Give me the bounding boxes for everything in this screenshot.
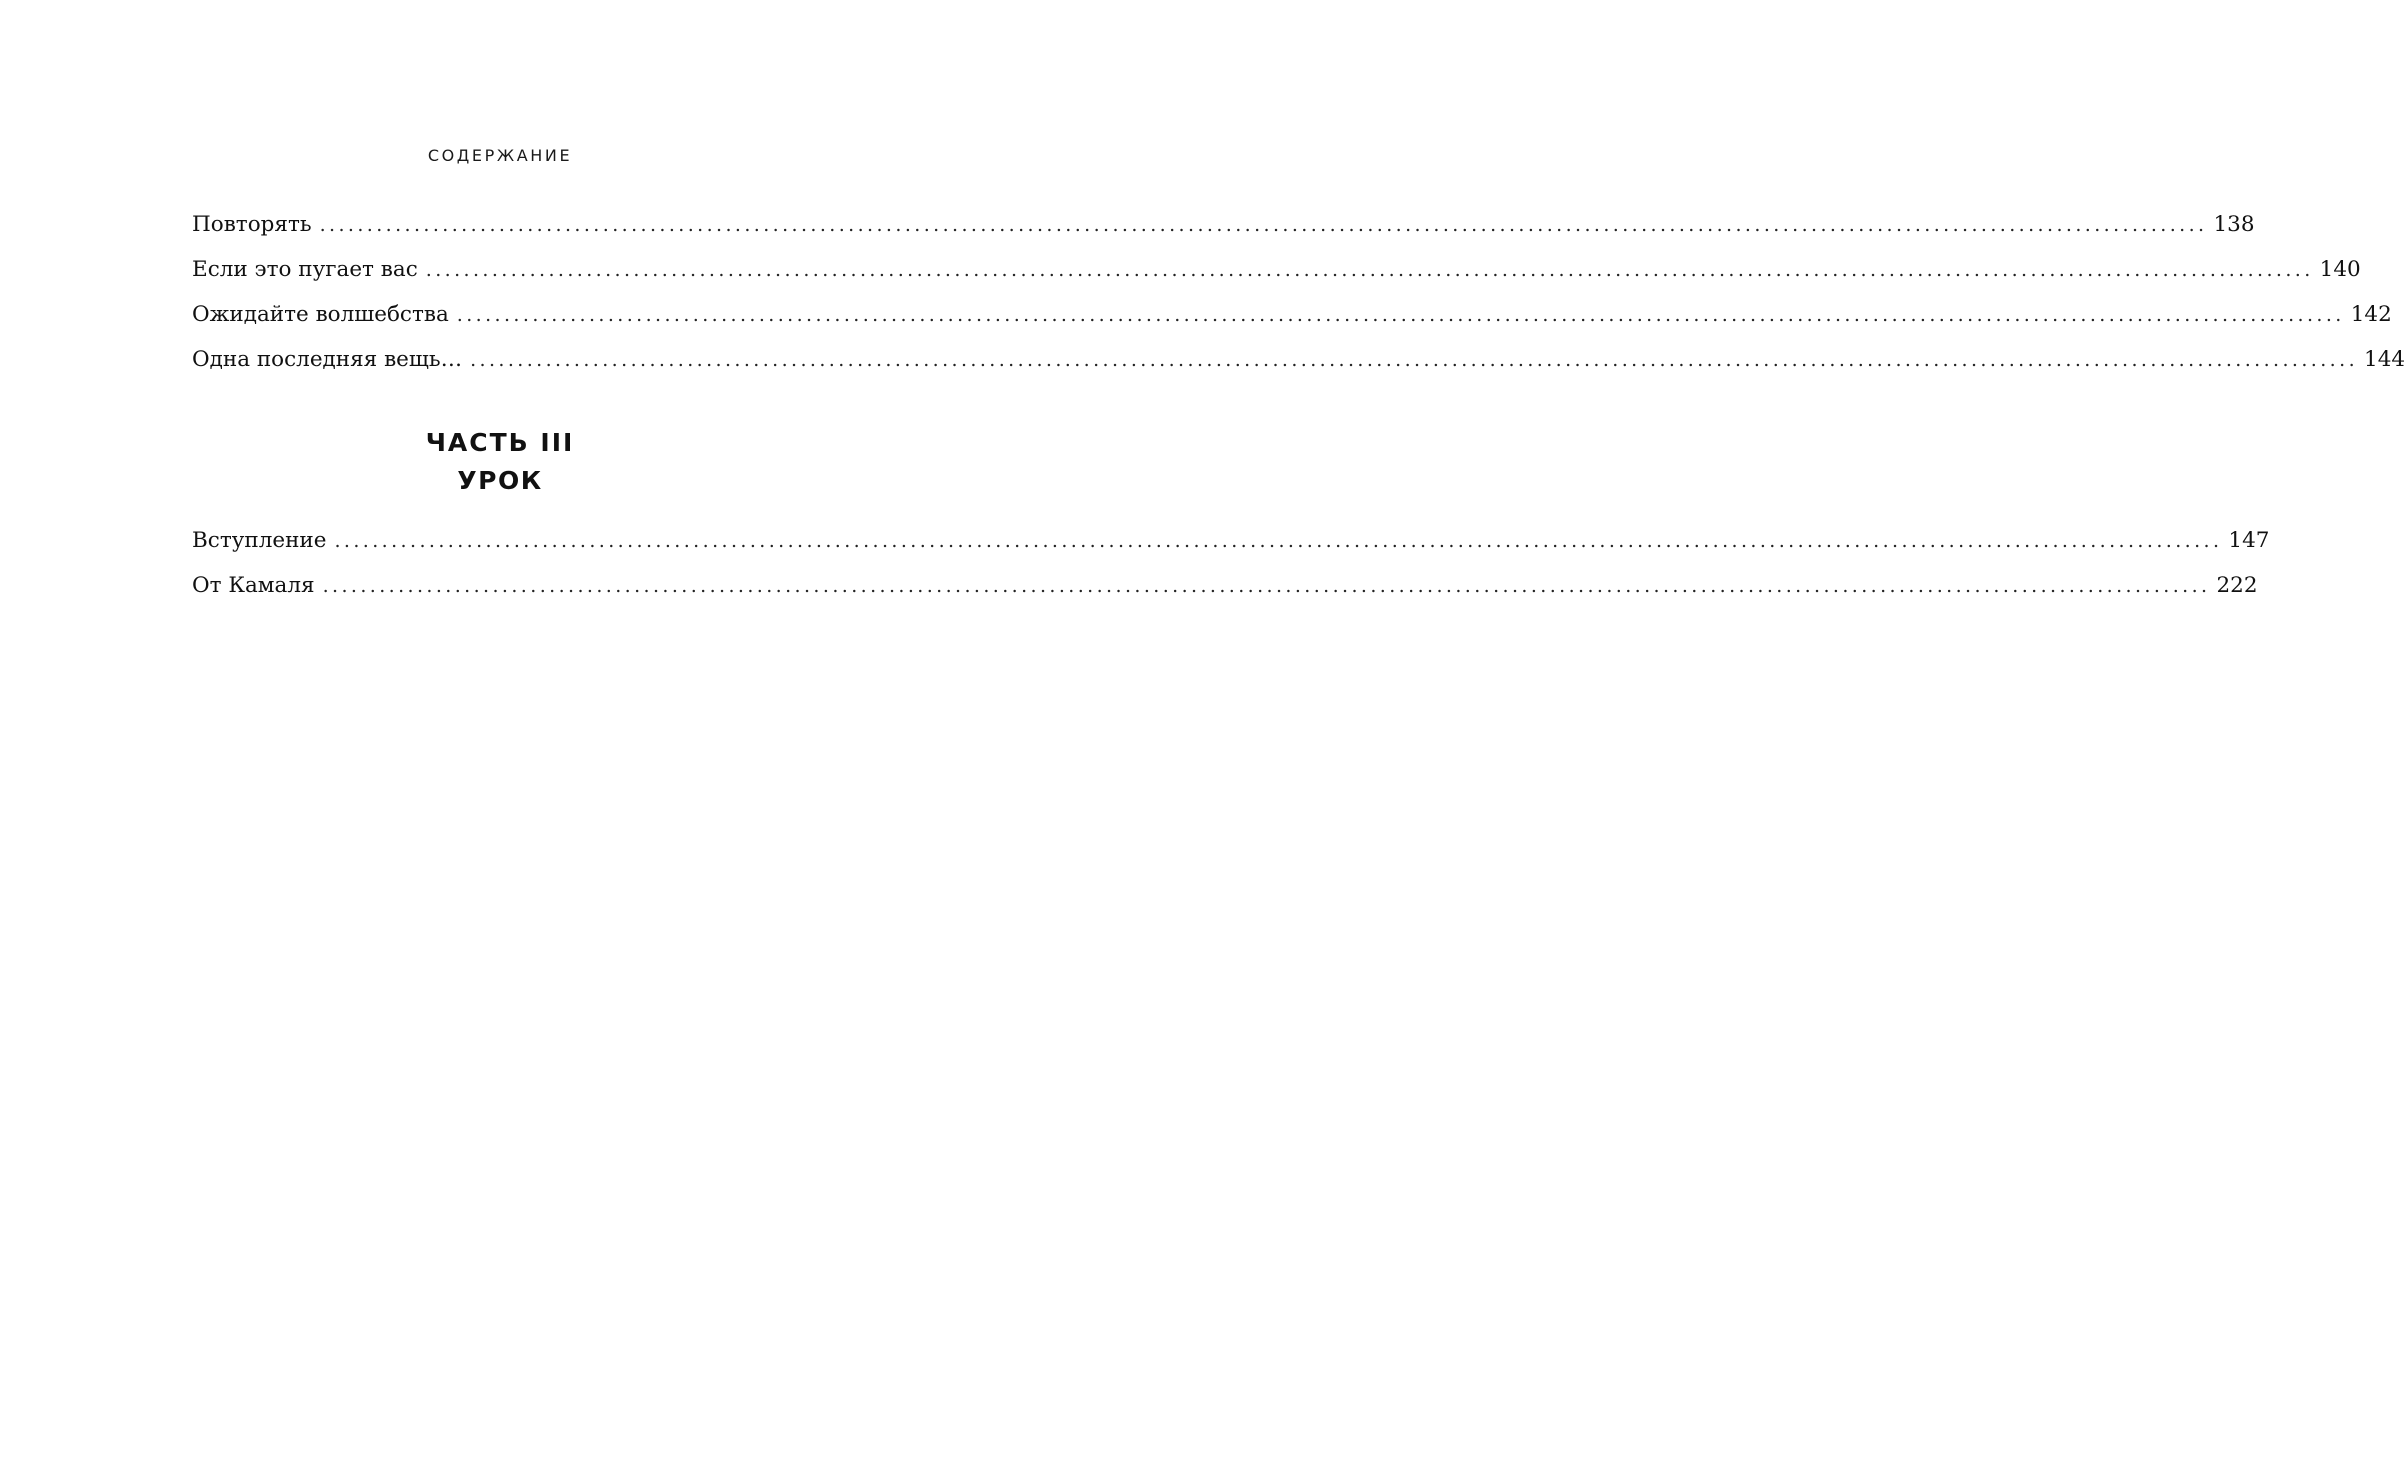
running-head: СОДЕРЖАНИЕ (427, 146, 573, 165)
toc-entry (192, 518, 2270, 563)
dot-leader: ........................................................................................................................................................................................................ (334, 530, 2223, 552)
toc-entry-page: 142 (2350, 302, 2392, 327)
toc-entry (192, 563, 2258, 608)
toc-entry-title: Ожидайте волшебства (192, 302, 449, 327)
dot-leader: ........................................................................................................................................................................................................ (425, 259, 2314, 281)
dot-leader: ........................................................................................................................................................................................................ (322, 575, 2211, 597)
toc-entry-page: 138 (2213, 212, 2255, 237)
part-label: ЧАСТЬ III (425, 428, 575, 457)
dot-leader: ........................................................................................................................................................................................................ (456, 304, 2345, 326)
part-title: УРОК (457, 466, 543, 495)
toc-entry-title: Одна последняя вещь… (192, 347, 463, 372)
dot-leader: ........................................................................................................................................................................................................ (470, 349, 2359, 371)
toc-entry-page: 140 (2319, 257, 2361, 282)
toc-list-part-2 (192, 202, 2405, 382)
toc-entry-page: 222 (2216, 573, 2258, 598)
toc-entry-page: 144 (2364, 347, 2405, 372)
toc-entry-title: От Камаля (192, 573, 315, 598)
toc-entry-title: Если это пугает вас (192, 257, 418, 282)
toc-entry (192, 202, 2255, 247)
toc-entry (192, 337, 2405, 382)
toc-list-part-3 (192, 518, 2270, 608)
toc-entry-page: 147 (2228, 528, 2270, 553)
toc-entry-title: Повторять (192, 212, 312, 237)
dot-leader: ........................................................................................................................................................................................................ (319, 214, 2208, 236)
toc-entry (192, 247, 2361, 292)
toc-entry-title: Вступление (192, 528, 327, 553)
toc-entry (192, 292, 2392, 337)
